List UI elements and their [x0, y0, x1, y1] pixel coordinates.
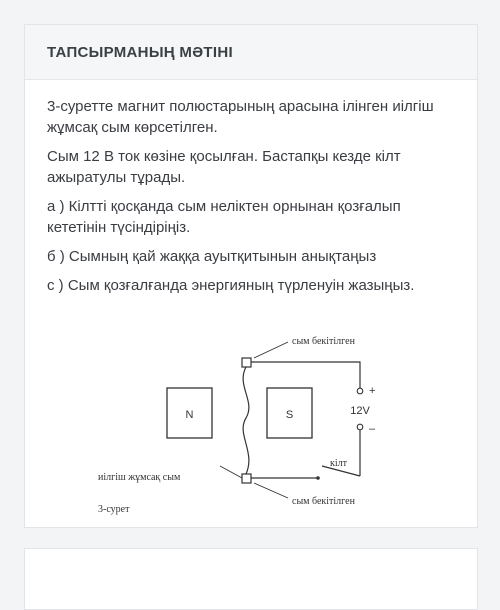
task-text [25, 80, 477, 296]
wire-label: иілгіш жұмсақ сым [98, 472, 181, 483]
circuit-figure [60, 306, 420, 529]
bottom-label-leader [254, 483, 288, 498]
minus-sign: – [369, 423, 376, 435]
magnet-n-label: N [185, 409, 194, 421]
plus-sign: + [369, 385, 376, 397]
figure-caption: 3-сурет [98, 504, 130, 515]
task-card-header [25, 25, 477, 80]
voltage-label: 12V [350, 405, 370, 417]
top-clamp [242, 358, 251, 367]
top-label-leader [254, 342, 288, 358]
wire-label-leader [220, 466, 242, 478]
top-label: сым бекітілген [292, 336, 355, 347]
top-wire [251, 362, 360, 388]
task-paragraph-b: б ) Сымның қай жаққа ауытқитынын анықтаңыз [47, 248, 377, 265]
key-label: кілт [330, 458, 347, 469]
minus-terminal [357, 424, 363, 430]
flexible-wire [243, 367, 249, 474]
bottom-label: сым бекітілген [292, 496, 355, 507]
key-pivot [316, 476, 320, 480]
circuit-diagram [60, 306, 420, 524]
task-paragraph-a: а ) Кілтті қосқанда сым неліктен орнынан қозғалып кететінін түсіндіріңіз. [47, 198, 401, 236]
next-card [24, 548, 478, 610]
task-title: ТАПСЫРМАНЫҢ МӘТІНІ [47, 43, 233, 61]
magnet-s-label: S [285, 409, 294, 421]
task-paragraph-c: с ) Сым қозғалғанда энергияның түрленуін жазыңыз. [47, 277, 415, 294]
bottom-clamp [242, 474, 251, 483]
plus-terminal [357, 388, 363, 394]
task-paragraph-2: Сым 12 В ток көзіне қосылған. Бастапқы кезде кілт ажыратулы тұрады. [47, 148, 401, 186]
task-paragraph-1: 3-суретте магнит полюстарының арасына ілінген иілгіш жұмсақ сым көрсетілген. [47, 98, 434, 136]
